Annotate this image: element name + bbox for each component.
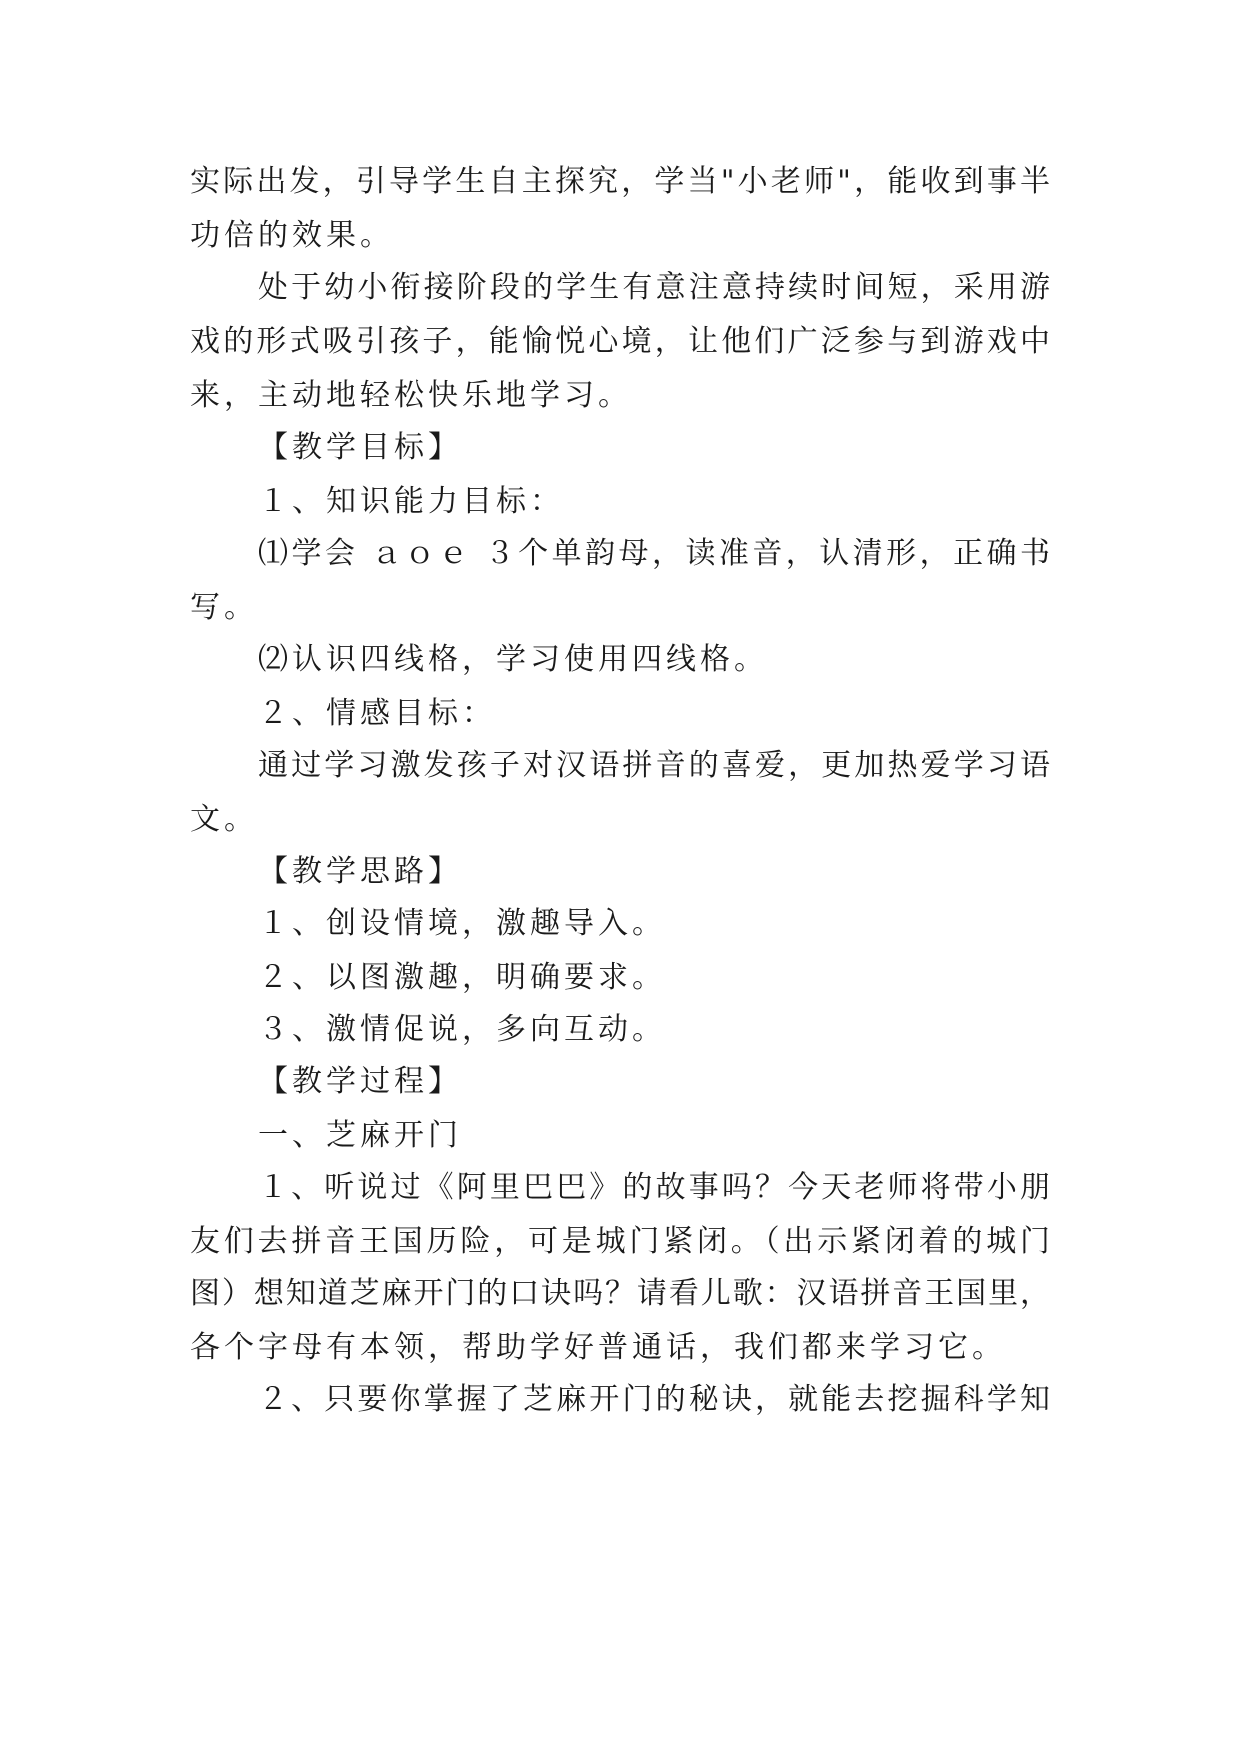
text-line: ２、情感目标： (258, 696, 496, 731)
text-line: 各个字母有本领，帮助学好普通话，我们都来学习它。 (190, 1330, 1006, 1365)
text-line: １、知识能力目标： (258, 484, 564, 519)
text-line: ３、激情促说，多向互动。 (258, 1012, 666, 1047)
text-line: 来，主动地轻松快乐地学习。 (190, 378, 632, 413)
text-line: 一、芝麻开门 (258, 1118, 462, 1153)
text-line: 文。 (190, 802, 258, 837)
text-line: １、创设情境，激趣导入。 (258, 906, 666, 941)
text-line: １、听说过《阿里巴巴》的故事吗？今天老师将带小朋 (258, 1170, 1050, 1205)
section-heading: 【教学思路】 (258, 854, 462, 889)
text-line: ⑵认识四线格，学习使用四线格。 (258, 642, 768, 677)
section-heading: 【教学目标】 (258, 430, 462, 465)
text-line: 通过学习激发孩子对汉语拼音的喜爱，更加热爱学习语 (258, 748, 1050, 783)
text-line: ２、只要你掌握了芝麻开门的秘诀，就能去挖掘科学知 (258, 1382, 1050, 1417)
section-heading: 【教学过程】 (258, 1064, 462, 1099)
text-line: 实际出发，引导学生自主探究，学当"小老师"，能收到事半 (190, 164, 1050, 199)
text-line: 图）想知道芝麻开门的口诀吗？请看儿歌：汉语拼音王国里， (190, 1276, 1050, 1311)
text-line: 写。 (190, 590, 258, 625)
text-line: ⑴学会 ａｏｅ ３个单韵母，读准音，认清形，正确书 (258, 536, 1050, 571)
text-line: 戏的形式吸引孩子，能愉悦心境，让他们广泛参与到游戏中 (190, 324, 1050, 359)
text-line: 处于幼小衔接阶段的学生有意注意持续时间短，采用游 (258, 270, 1050, 305)
text-line: ２、以图激趣，明确要求。 (258, 960, 666, 995)
text-line: 功倍的效果。 (190, 218, 394, 253)
text-line: 友们去拼音王国历险，可是城门紧闭。（出示紧闭着的城门 (190, 1224, 1050, 1259)
